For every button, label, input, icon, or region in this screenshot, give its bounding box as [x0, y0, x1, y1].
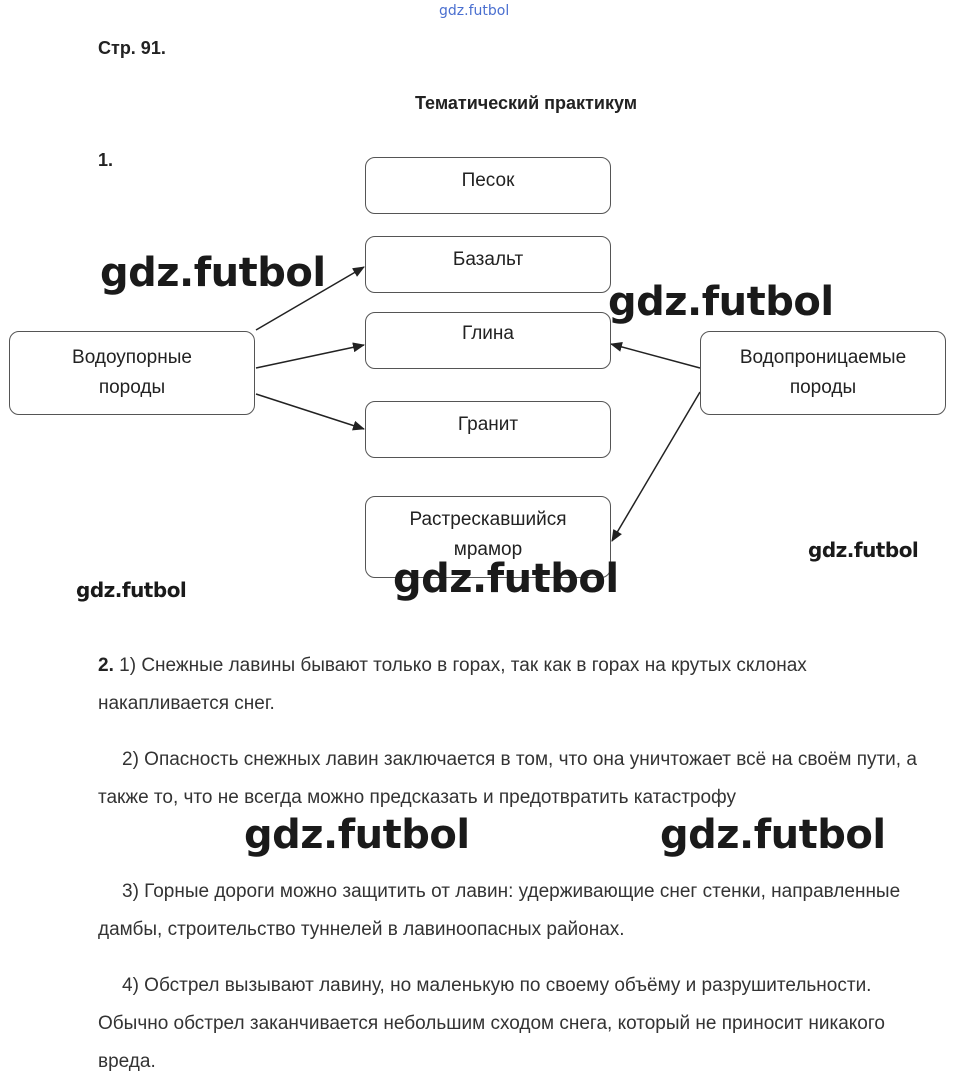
node-permeable-line1: Водопроницаемые — [739, 347, 907, 368]
task2-paragraph-3 — [98, 873, 928, 949]
watermark: gdz.futbol — [393, 556, 619, 602]
node-basalt — [365, 236, 611, 293]
watermark: gdz.futbol — [660, 812, 886, 858]
page-title: Тематический практикум — [414, 93, 638, 113]
task2-p1-text: 1) Снежные лавины бывают только в горах, так как в горах на крутых склонах накапливается снег. — [98, 655, 807, 714]
node-marble-line1: Растрескавшийся — [409, 509, 567, 530]
task2-number: 2. — [98, 655, 114, 676]
watermark: gdz.futbol — [100, 250, 326, 296]
task2-paragraph-4 — [98, 967, 928, 1081]
watermark: gdz.futbol — [244, 812, 470, 858]
watermark-top: gdz.futbol — [439, 3, 510, 19]
node-permeable-line2: породы — [789, 377, 857, 398]
node-granite-label: Гранит — [457, 414, 519, 435]
node-clay-label: Глина — [462, 323, 514, 344]
task2-p2-text: 2) Опасность снежных лавин заключается в том, что она уничтожает всё на своём пути, а также то, что не всегда можно предсказать и предотвратить катастрофу — [98, 749, 917, 808]
node-basalt-label: Базальт — [452, 249, 524, 270]
page-number: Стр. 91. — [98, 38, 166, 58]
arrow-right-to-clay — [611, 344, 700, 368]
node-granite — [365, 401, 611, 458]
task1-number: 1. — [98, 150, 114, 170]
task2-p3-text: 3) Горные дороги можно защитить от лавин: удерживающие снег стенки, направленные дамбы, строительство туннелей в лавиноопасных районах. — [98, 881, 901, 940]
watermark: gdz.futbol — [808, 538, 919, 562]
node-waterproof-line2: породы — [98, 377, 166, 398]
watermark: gdz.futbol — [608, 279, 834, 325]
task2-p4-text: 4) Обстрел вызывают лавину, но маленькую по своему объёму и разрушительности. Обычно обстрел заканчивается небольшим сходом снега, который не приносит никакого вреда. — [98, 975, 885, 1072]
task2-paragraph-1 — [98, 647, 928, 723]
node-marble-line2: мрамор — [453, 539, 523, 560]
node-sand — [365, 157, 611, 214]
node-waterproof-rocks — [9, 331, 255, 415]
node-sand-label: Песок — [461, 170, 515, 191]
node-permeable-rocks — [700, 331, 946, 415]
arrow-left-to-clay — [256, 345, 364, 368]
node-waterproof-line1: Водоупорные — [72, 347, 192, 368]
task2-paragraph-2 — [98, 741, 928, 817]
node-clay — [365, 312, 611, 369]
arrow-left-to-granite — [256, 394, 364, 429]
watermark: gdz.futbol — [76, 578, 187, 602]
arrow-right-to-marble — [612, 392, 700, 541]
